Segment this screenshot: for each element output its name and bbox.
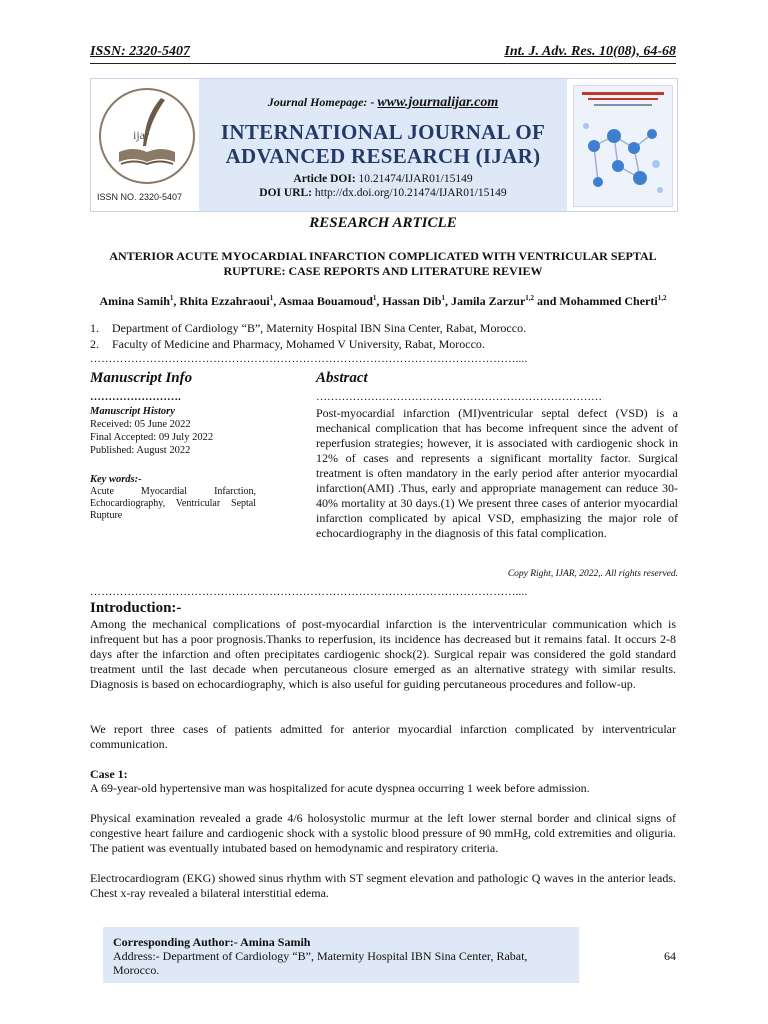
corresponding-author-title: Corresponding Author:- Amina Samih: [113, 935, 311, 949]
paragraph: Among the mechanical complications of post-myocardial infarction is the interventricular communication which is infrequent but has a poor prognosis.Thanks to reperfusion, its incidence has decreased but it remains fatal. It occurs 2-8 days after the infarction and often precipitates cardiogenic shock(2). Surgical repair was considered the gold standard treatment until the last decade when percutaneous closure emerged as an alternative strategy with similar results. Diagnosis is based on echocardiography, which is also useful for guiding percutaneous procedures and follow-up.: [90, 617, 676, 691]
received-date: Received: 05 June 2022: [90, 419, 191, 430]
journal-cover: [567, 79, 677, 211]
author-affil: 1: [269, 294, 274, 302]
affiliation: [90, 321, 676, 336]
doi-url-label: DOI URL:: [259, 187, 313, 199]
logo-issn: ISSN NO. 2320-5407: [97, 192, 183, 202]
author-affil: 1,2: [657, 294, 667, 302]
author-name: Hassan Dib: [382, 294, 442, 308]
journal-homepage: [199, 95, 567, 111]
affiliation-text: Faculty of Medicine and Pharmacy, Mohamed V University, Rabat, Morocco.: [112, 337, 485, 351]
paper-title-line1: ANTERIOR ACUTE MYOCARDIAL INFARCTION COMPLICATED WITH VENTRICULAR SEPTAL: [109, 249, 657, 263]
journal-logo: [91, 79, 199, 211]
copyright-line: Copy Right, IJAR, 2022,. All rights reserved.: [507, 569, 678, 579]
abstract-text: Post-myocardial infarction (MI)ventricular septal defect (VSD) is a mechanical complication that has become infrequent since the advent of reperfusion strategies; however, it is associated with cardiogenic shock in 12% of cases and represents a significant mortality factor. Surgical treatment is often mandatory in the early period after anterior myocardial infarction(AMI) .Thus, early and appropriate management can reduce 30-40% mortality at 30 days.(1) We present three cases of anterior myocardial infarction complicated by apical VSD, emphasizing the major role of echocardiography in the diagnosis of this fatal complication.: [316, 406, 678, 540]
homepage-link[interactable]: www.journalijar.com: [377, 95, 499, 110]
abstract-heading: Abstract: [316, 370, 368, 386]
paragraph: Electrocardiogram (EKG) showed sinus rhythm with ST segment elevation and pathologic Q waves in the anterior leads. Chest x-ray revealed a bilateral interstitial edema.: [90, 871, 676, 900]
molecule-icon: [574, 86, 672, 206]
keywords-block: [90, 473, 256, 522]
paragraph: We report three cases of patients admitted for anterior myocardial infarction complicated by interventricular communication.: [90, 722, 676, 751]
doi-block: [199, 172, 567, 200]
logo-text: ijar: [133, 128, 149, 142]
section-heading-introduction: Introduction:-: [90, 600, 182, 616]
author-name: Asmaa Bouamoud: [278, 294, 373, 308]
journal-title-line2: ADVANCED RESEARCH (IJAR): [225, 144, 541, 168]
affiliation: [90, 337, 676, 352]
paragraph: Physical examination revealed a grade 4/6 holosystolic murmur at the left lower sternal border and clinical signs of congestive heart failure and cardiogenic shock with a systolic blood pressure of 90 mmHg, cold extremities and oliguria. The patient was eventually intubated based on hemodynamic and respiratory criteria.: [90, 811, 676, 855]
history-title: Manuscript History: [90, 406, 175, 417]
header-issn: ISSN: 2320-5407: [90, 44, 190, 59]
published-date: Published: August 2022: [90, 445, 191, 456]
journal-title: [199, 120, 567, 168]
doi-label: Article DOI:: [293, 173, 356, 185]
cover-image: [573, 85, 673, 207]
author-affil: 1: [372, 294, 377, 302]
separator-dots: ……………………………………………………………………………………………………....: [90, 353, 528, 365]
paragraph: A 69-year-old hypertensive man was hospitalized for acute dyspnea occurring 1 week before admission.: [90, 781, 590, 795]
journal-banner: [90, 78, 678, 212]
running-header: [90, 44, 676, 62]
author-affil: 1: [441, 294, 445, 302]
affiliation-number: 2.: [90, 337, 99, 351]
manuscript-history: [90, 405, 256, 457]
paper-title-line2: RUPTURE: CASE REPORTS AND LITERATURE REVIEW: [223, 264, 543, 278]
doi-url-link[interactable]: http://dx.doi.org/10.21474/IJAR01/15149: [314, 187, 507, 199]
keywords-title: Key words:-: [90, 474, 142, 485]
authors-and: and: [537, 294, 557, 308]
header-citation: Int. J. Adv. Res. 10(08), 64-68: [504, 44, 676, 59]
journal-title-line1: INTERNATIONAL JOURNAL OF: [220, 120, 546, 144]
article-type: RESEARCH ARTICLE: [309, 215, 457, 231]
homepage-label: Journal Homepage: -: [267, 95, 375, 109]
author-affil: 1: [169, 294, 174, 302]
doi-value: 10.21474/IJAR01/15149: [358, 173, 473, 185]
corresponding-author: [113, 935, 569, 977]
affiliation-number: 1.: [90, 321, 99, 335]
case-heading: Case 1:: [90, 767, 128, 781]
accepted-date: Final Accepted: 09 July 2022: [90, 432, 214, 443]
paper-title: [90, 249, 676, 279]
logo-emblem: [99, 88, 195, 184]
author-name: Amina Samih: [99, 294, 170, 308]
manuscript-info-heading: Manuscript Info: [90, 370, 193, 386]
author-name: Rhita Ezzahraoui: [179, 294, 270, 308]
keywords-text: Acute Myocardial Infarction, Echocardiography, Ventricular Septal Rupture: [90, 486, 256, 521]
corresponding-author-box: [103, 927, 579, 983]
corresponding-author-address: Address:- Department of Cardiology “B”, Maternity Hospital IBN Sina Center, Rabat, Morocco.: [113, 949, 528, 977]
author-name: Jamila Zarzur: [450, 294, 526, 308]
header-rule: [90, 63, 676, 64]
separator-dots: ……………………………………………………………………………………………………....: [90, 586, 528, 598]
author-name: Mohammed Cherti: [559, 294, 658, 308]
affiliation-text: Department of Cardiology “B”, Maternity Hospital IBN Sina Center, Rabat, Morocco.: [112, 321, 527, 335]
abstract-dots: ……………………………………………………………………: [316, 391, 602, 403]
manuscript-info-dots: …………………….: [90, 391, 181, 403]
author-list: Amina Samih$^1$, Rhita Ezzahraoui$^1$, Asmaa Bouamoud$^1$, Hassan Dib$^1$, Jamila Zarzur$^{1,2}$ and Mohammed Cherti$^{1,2}$: [99, 294, 667, 308]
author-affil: 1,2: [525, 294, 535, 302]
page-number: 64: [664, 949, 676, 963]
